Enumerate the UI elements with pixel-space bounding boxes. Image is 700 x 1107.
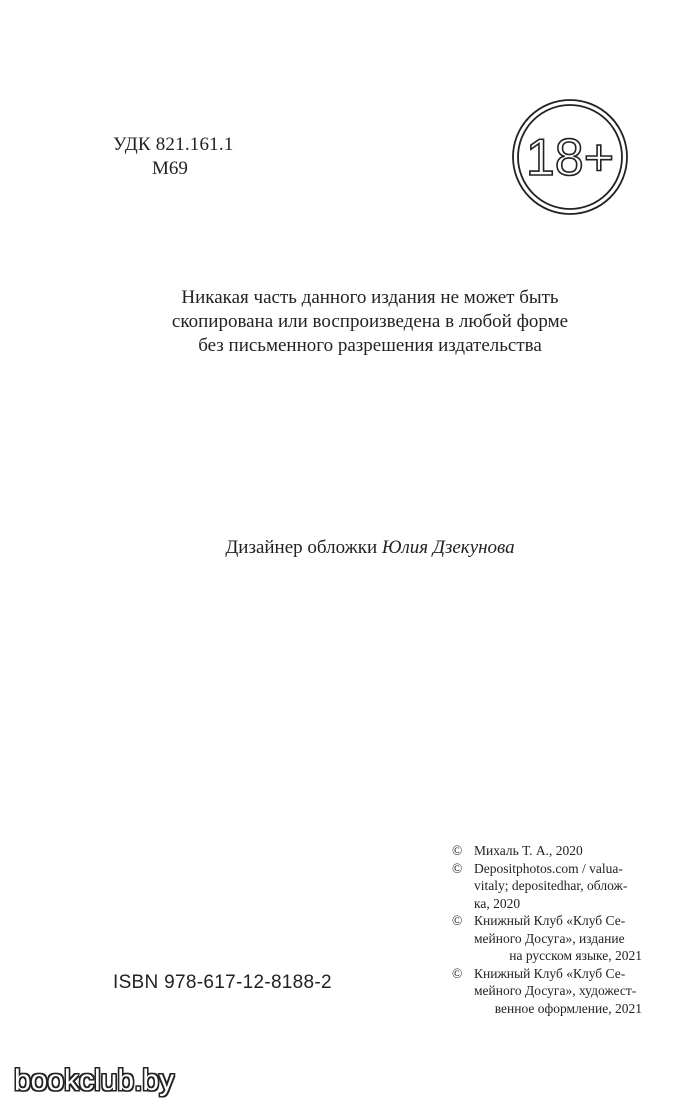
copyright-symbol: ©: [452, 913, 463, 928]
age-rating-icon: [508, 95, 632, 219]
notice-line: Никакая часть данного издания не может быть: [181, 287, 559, 308]
copyright-line: мейного Досуга», художест-: [474, 983, 637, 998]
copyright-entry: [452, 965, 642, 1018]
copyright-line: Книжный Клуб «Клуб Се-: [474, 913, 626, 928]
author-mark: М69: [152, 158, 188, 179]
udk-code: УДК 821.161.1: [113, 134, 234, 155]
copyright-line: Depositphotos.com / valua-: [474, 860, 623, 876]
copyright-entry: [452, 912, 642, 965]
site-watermark: bookclub.by: [14, 1064, 175, 1097]
age-rating-label: 18+: [525, 129, 615, 187]
copyright-line: мейного Досуга», издание: [474, 930, 625, 946]
copyright-line: ка, 2020: [474, 895, 521, 911]
copyright-line: vitaly; depositedhar, облож-: [474, 878, 628, 893]
copyright-line: на русском языке, 2021: [509, 948, 642, 963]
designer-prefix: Дизайнер обложки: [225, 537, 382, 558]
copyright-block: [452, 842, 642, 1017]
notice-line: скопирована или воспроизведена в любой форме: [171, 311, 569, 332]
copyright-symbol: ©: [452, 965, 463, 981]
designer-name: Юлия Дзекунова: [381, 537, 515, 558]
notice-line: без письменного разрешения издательства: [198, 335, 542, 356]
copyright-line: Михаль Т. А., 2020: [474, 843, 583, 858]
copyright-symbol: ©: [452, 843, 463, 858]
copyright-symbol: ©: [452, 860, 463, 876]
copyright-notice: [150, 286, 590, 358]
copyright-entry: [452, 842, 642, 860]
isbn: ISBN 978-617-12-8188-2: [113, 972, 332, 993]
copyright-entry: [452, 860, 642, 913]
copyright-line: венное оформление, 2021: [494, 1000, 642, 1016]
cover-designer-credit: [130, 537, 610, 559]
copyright-line: Книжный Клуб «Клуб Се-: [474, 965, 626, 981]
